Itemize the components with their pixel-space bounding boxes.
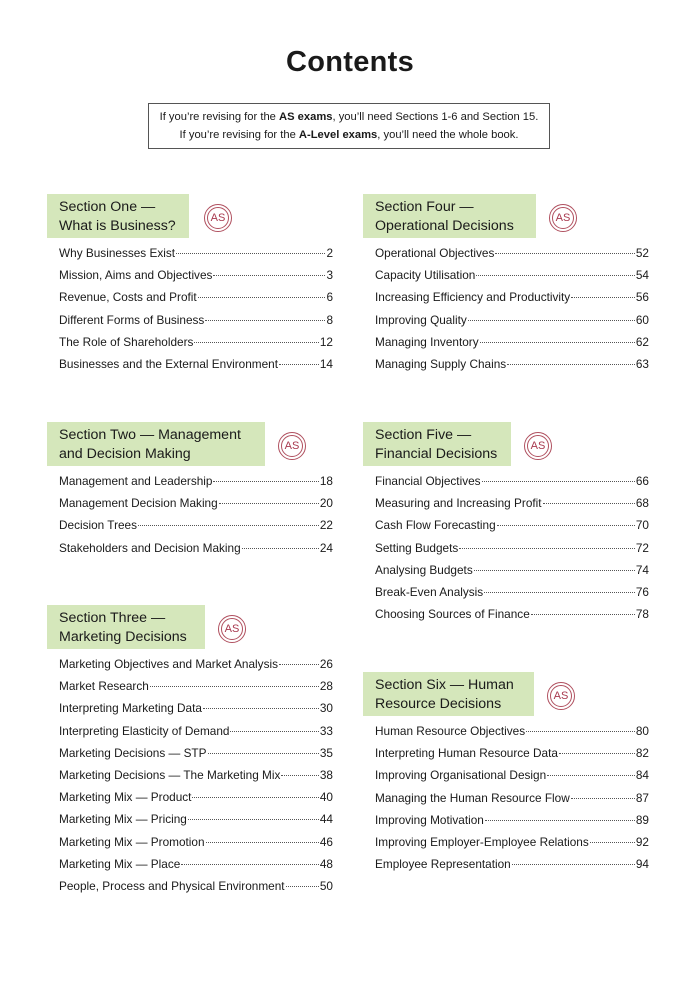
- toc-entry: [375, 607, 649, 629]
- toc-entry-page: 46: [319, 834, 333, 849]
- dot-leader: [203, 708, 319, 709]
- toc-entry: [375, 268, 649, 290]
- page-title: Contents: [285, 46, 415, 78]
- toc-entry: [375, 246, 649, 268]
- toc-entry-title: Capacity Utilisation: [375, 268, 476, 283]
- toc-entry-page: 2: [326, 246, 333, 260]
- toc-entry-title: Human Resource Objectives: [375, 724, 526, 738]
- toc-entry: [375, 313, 649, 335]
- dot-leader: [543, 503, 635, 504]
- toc-entry-title: Interpreting Elasticity of Demand: [59, 723, 230, 738]
- as-badge-icon: [524, 432, 552, 460]
- notice-text: If you’re revising for the: [159, 111, 279, 123]
- toc-entry-title: Marketing Decisions — The Marketing Mix: [59, 767, 281, 782]
- toc-entry-title: Measuring and Increasing Profit: [375, 496, 542, 511]
- section-header: [47, 422, 333, 466]
- dot-leader: [482, 481, 635, 482]
- toc-entry-title: Financial Objectives: [375, 474, 481, 488]
- section-five: [363, 422, 649, 629]
- toc-entry: [375, 585, 649, 607]
- toc-entry-title: Improving Organisational Design: [375, 768, 547, 783]
- toc-entry-title: Marketing Mix — Product: [59, 790, 192, 805]
- dot-leader: [485, 820, 635, 821]
- toc-entry: [59, 518, 333, 540]
- section-title-line: Section One —: [59, 199, 156, 215]
- toc-entry: [59, 357, 333, 379]
- dot-leader: [281, 775, 318, 776]
- dot-leader: [188, 819, 319, 820]
- toc-entry: [375, 563, 649, 585]
- toc-entry-page: 38: [319, 767, 333, 782]
- toc-entry: [59, 679, 333, 701]
- section-title-line: Section Six — Human: [375, 677, 514, 693]
- toc-entry-page: 87: [635, 790, 649, 805]
- toc-entry-page: 12: [319, 334, 333, 349]
- dot-leader: [198, 297, 326, 298]
- dot-leader: [559, 753, 635, 754]
- toc-entry-title: Operational Objectives: [375, 246, 495, 260]
- toc-entry: [375, 541, 649, 563]
- toc-entry-page: 20: [319, 496, 333, 511]
- toc-entry-title: Break-Even Analysis: [375, 584, 484, 599]
- badge-text: AS: [284, 440, 300, 452]
- toc-entry: [59, 268, 333, 290]
- toc-entry-page: 56: [635, 290, 649, 305]
- notice-bold: A-Level exams: [298, 129, 378, 141]
- toc-entry-page: 78: [635, 607, 649, 622]
- entry-list: [47, 657, 333, 901]
- toc-entry-title: Managing Supply Chains: [375, 356, 507, 371]
- toc-entry: [59, 701, 333, 723]
- dot-leader: [194, 342, 318, 343]
- dot-leader: [497, 525, 635, 526]
- toc-entry-page: 92: [635, 834, 649, 849]
- section-title-line: and Decision Making: [59, 446, 191, 462]
- section-six: [363, 672, 649, 879]
- toc-entry-title: Market Research: [59, 679, 149, 694]
- as-badge-icon: [204, 204, 232, 232]
- dot-leader: [476, 275, 635, 276]
- toc-entry-title: Different Forms of Business: [59, 312, 205, 327]
- toc-entry: [375, 746, 649, 768]
- badge-text: AS: [530, 440, 546, 452]
- toc-entry-title: Management Decision Making: [59, 496, 218, 511]
- toc-entry-page: 68: [635, 496, 649, 511]
- dot-leader: [590, 842, 635, 843]
- entry-list: [47, 474, 333, 563]
- toc-entry: [375, 724, 649, 746]
- toc-entry-title: Stakeholders and Decision Making: [59, 540, 241, 555]
- toc-entry-page: 62: [635, 334, 649, 349]
- toc-entry-title: Setting Budgets: [375, 540, 459, 555]
- toc-entry: [59, 724, 333, 746]
- dot-leader: [495, 253, 635, 254]
- dot-leader: [286, 886, 319, 887]
- toc-entry: [59, 812, 333, 834]
- toc-entry-title: Increasing Efficiency and Productivity: [375, 290, 571, 305]
- toc-entry-page: 6: [326, 290, 333, 305]
- toc-entry-page: 84: [635, 768, 649, 783]
- dot-leader: [192, 797, 318, 798]
- toc-entry: [59, 879, 333, 901]
- section-four: [363, 194, 649, 379]
- dot-leader: [176, 253, 325, 254]
- toc-entry-page: 54: [635, 268, 649, 283]
- toc-entry-title: Analysing Budgets: [375, 562, 473, 577]
- entry-list: [47, 246, 333, 379]
- section-three: [47, 605, 333, 901]
- toc-entry-page: 70: [635, 518, 649, 533]
- toc-entry: [375, 474, 649, 496]
- toc-entry-page: 82: [635, 746, 649, 761]
- toc-entry-title: People, Process and Physical Environment: [59, 878, 285, 893]
- toc-entry-title: Employee Representation: [375, 857, 511, 872]
- toc-entry-page: 28: [319, 679, 333, 694]
- section-header: [47, 194, 333, 238]
- section-title: [363, 672, 534, 716]
- dot-leader: [468, 320, 635, 321]
- toc-entry: [375, 791, 649, 813]
- toc-entry-page: 24: [319, 540, 333, 555]
- notice-text: If you’re revising for the: [179, 129, 299, 141]
- section-title: [363, 194, 536, 238]
- toc-entry: [59, 246, 333, 268]
- toc-entry: [59, 746, 333, 768]
- dot-leader: [484, 592, 635, 593]
- toc-entry-page: 48: [319, 856, 333, 871]
- toc-entry-title: Interpreting Marketing Data: [59, 701, 202, 716]
- toc-entry-title: Mission, Aims and Objectives: [59, 268, 213, 283]
- toc-entry-title: Marketing Decisions — STP: [59, 745, 207, 760]
- toc-entry-page: 52: [635, 246, 649, 260]
- dot-leader: [571, 297, 635, 298]
- badge-text: AS: [224, 623, 240, 635]
- section-header: [363, 194, 649, 238]
- toc-entry-page: 14: [319, 356, 333, 371]
- toc-entry: [59, 835, 333, 857]
- toc-entry-page: 94: [635, 857, 649, 872]
- dot-leader: [205, 320, 325, 321]
- toc-entry: [59, 496, 333, 518]
- toc-entry-page: 22: [319, 518, 333, 533]
- toc-entry: [59, 335, 333, 357]
- dot-leader: [206, 842, 319, 843]
- toc-entry: [375, 357, 649, 379]
- toc-entry: [59, 657, 333, 679]
- section-title-line: Section Four —: [375, 199, 474, 215]
- toc-entry-page: 3: [326, 268, 333, 283]
- toc-entry-page: 44: [319, 812, 333, 827]
- toc-entry: [375, 813, 649, 835]
- as-badge-icon: [218, 615, 246, 643]
- toc-entry-title: Decision Trees: [59, 518, 138, 533]
- badge-text: AS: [210, 212, 226, 224]
- toc-entry-page: 72: [635, 540, 649, 555]
- toc-entry-title: Choosing Sources of Finance: [375, 607, 530, 622]
- notice-line-2: [149, 126, 549, 144]
- revision-notice: [148, 103, 550, 149]
- toc-entry: [375, 835, 649, 857]
- toc-entry-page: 66: [635, 474, 649, 488]
- toc-entry-title: Managing the Human Resource Flow: [375, 790, 570, 805]
- toc-entry-page: 8: [326, 312, 333, 327]
- dot-leader: [547, 775, 635, 776]
- section-title: [363, 422, 511, 466]
- dot-leader: [208, 753, 319, 754]
- section-header: [47, 605, 333, 649]
- toc-entry-title: Marketing Mix — Place: [59, 856, 181, 871]
- toc-entry: [375, 768, 649, 790]
- toc-entry-page: 50: [319, 878, 333, 893]
- section-header: [363, 422, 649, 466]
- toc-entry-title: Marketing Mix — Promotion: [59, 834, 205, 849]
- dot-leader: [213, 481, 318, 482]
- dot-leader: [526, 731, 635, 732]
- toc-entry-page: 33: [319, 723, 333, 738]
- dot-leader: [279, 364, 319, 365]
- toc-entry: [59, 541, 333, 563]
- toc-entry: [375, 496, 649, 518]
- dot-leader: [150, 686, 319, 687]
- toc-entry-page: 74: [635, 562, 649, 577]
- toc-entry-title: Improving Quality: [375, 312, 467, 327]
- notice-line-1: [149, 108, 549, 126]
- dot-leader: [138, 525, 319, 526]
- toc-entry: [375, 290, 649, 312]
- dot-leader: [474, 570, 635, 571]
- dot-leader: [230, 731, 318, 732]
- toc-entry: [59, 290, 333, 312]
- toc-entry-page: 26: [319, 657, 333, 671]
- toc-entry-title: Cash Flow Forecasting: [375, 518, 496, 533]
- toc-entry-title: Revenue, Costs and Profit: [59, 290, 197, 305]
- notice-text: , you’ll need the whole book.: [377, 129, 519, 141]
- dot-leader: [571, 798, 635, 799]
- toc-entry: [375, 857, 649, 879]
- entry-list: [363, 474, 649, 629]
- toc-entry-page: 40: [319, 790, 333, 805]
- dot-leader: [219, 503, 319, 504]
- section-title-line: Operational Decisions: [375, 218, 514, 234]
- toc-entry: [59, 768, 333, 790]
- toc-entry: [375, 518, 649, 540]
- toc-entry-page: 35: [319, 745, 333, 760]
- dot-leader: [512, 864, 635, 865]
- section-title-line: Section Three —: [59, 610, 166, 626]
- toc-entry: [59, 790, 333, 812]
- toc-entry-title: Management and Leadership: [59, 474, 213, 488]
- section-two: [47, 422, 333, 563]
- toc-entry-page: 60: [635, 312, 649, 327]
- toc-entry-page: 63: [635, 356, 649, 371]
- section-title-line: What is Business?: [59, 218, 176, 234]
- toc-entry-page: 18: [319, 474, 333, 488]
- toc-entry-title: Businesses and the External Environment: [59, 356, 279, 371]
- toc-entry-title: Managing Inventory: [375, 334, 479, 349]
- as-badge-icon: [549, 204, 577, 232]
- toc-entry: [59, 857, 333, 879]
- dot-leader: [507, 364, 635, 365]
- section-title: [47, 194, 189, 238]
- dot-leader: [242, 548, 319, 549]
- section-header: [363, 672, 649, 716]
- dot-leader: [279, 664, 319, 665]
- dot-leader: [480, 342, 635, 343]
- section-title: [47, 605, 205, 649]
- toc-entry: [59, 313, 333, 335]
- dot-leader: [531, 614, 635, 615]
- section-title-line: Resource Decisions: [375, 696, 502, 712]
- section-one: [47, 194, 333, 379]
- toc-entry-title: Why Businesses Exist: [59, 246, 176, 260]
- toc-entry: [375, 335, 649, 357]
- toc-entry-page: 30: [319, 701, 333, 716]
- toc-entry: [59, 474, 333, 496]
- notice-text: , you’ll need Sections 1-6 and Section 15.: [332, 111, 539, 123]
- toc-entry-page: 76: [635, 584, 649, 599]
- toc-entry-title: Improving Motivation: [375, 812, 484, 827]
- toc-entry-title: The Role of Shareholders: [59, 334, 194, 349]
- notice-bold: AS exams: [279, 111, 333, 123]
- section-title-line: Section Five —: [375, 427, 472, 443]
- entry-list: [363, 724, 649, 879]
- entry-list: [363, 246, 649, 379]
- section-title-line: Marketing Decisions: [59, 629, 187, 645]
- toc-entry-page: 89: [635, 812, 649, 827]
- as-badge-icon: [278, 432, 306, 460]
- toc-entry-title: Marketing Mix — Pricing: [59, 812, 187, 827]
- badge-text: AS: [553, 690, 569, 702]
- toc-entry-title: Marketing Objectives and Market Analysis: [59, 657, 278, 671]
- badge-text: AS: [555, 212, 571, 224]
- section-title-line: Financial Decisions: [375, 446, 498, 462]
- section-title-line: Section Two — Management: [59, 427, 241, 443]
- toc-entry-page: 80: [635, 724, 649, 738]
- as-badge-icon: [547, 682, 575, 710]
- section-title: [47, 422, 265, 466]
- toc-entry-title: Interpreting Human Resource Data: [375, 746, 558, 761]
- dot-leader: [181, 864, 319, 865]
- toc-entry-title: Improving Employer-Employee Relations: [375, 834, 589, 849]
- dot-leader: [213, 275, 325, 276]
- dot-leader: [459, 548, 635, 549]
